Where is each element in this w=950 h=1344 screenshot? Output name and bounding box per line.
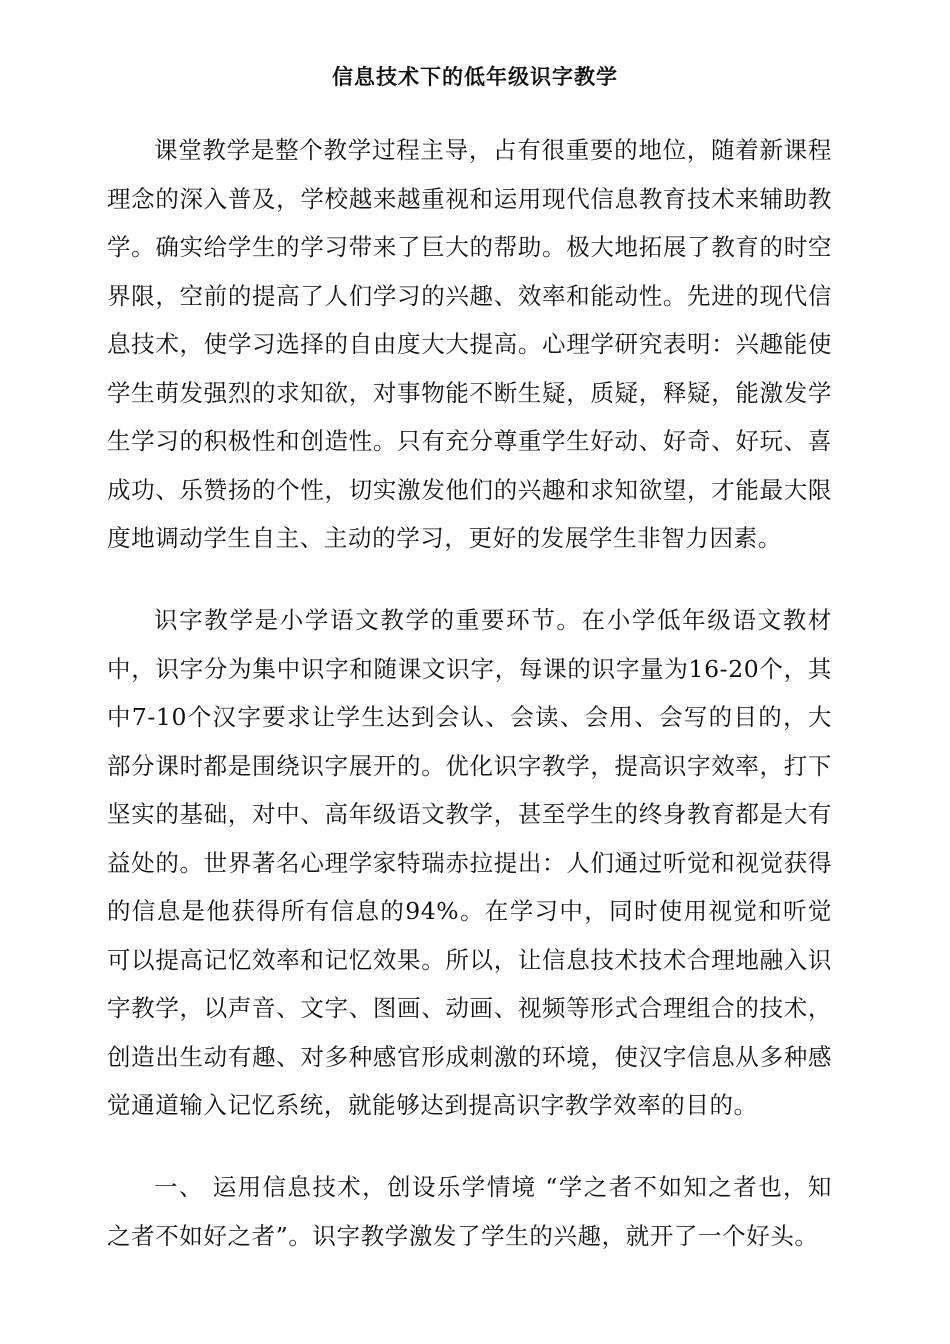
paragraph-literacy-teaching: 识字教学是小学语文教学的重要环节。在小学低年级语文教材中，识字分为集中识字和随课文识字，每课的识字量为16-20个，其中7-10个汉字要求让学生达到会认、会读、会用、会写的目的，大部分课时都是围绕识字展开的。优化识字教学，提高识字效率，打下坚实的基础，对中、高年级语文教学，甚至学生的终身教育都是大有益处的。世界著名心理学家特瑞赤拉提出：人们通过听觉和视觉获得的信息是他获得所有信息的94%。在学习中，同时使用视觉和听觉可以提高记忆效率和记忆效果。所以，让信息技术技术合理地融入识字教学，以声音、文字、图画、动画、视频等形式合理组合的技术，创造出生动有趣、对多种感官形成刺激的环境，使汉字信息从多种感觉通道输入记忆系统，就能够达到提高识字教学效率的目的。	[107, 606, 832, 1119]
document-title: 信息技术下的低年级识字教学	[332, 65, 618, 89]
paragraph-section-one: 一、 运用信息技术，创设乐学情境 “学之者不如知之者也，知之者不如好之者”。识字教学激发了学生的兴趣，就开了一个好头。	[107, 1173, 832, 1250]
paragraph-classroom-teaching: 课堂教学是整个教学过程主导，占有很重要的地位，随着新课程理念的深入普及，学校越来越重视和运用现代信息教育技术来辅助教学。确实给学生的学习带来了巨大的帮助。极大地拓展了教育的时空界限，空前的提高了人们学习的兴趣、效率和能动性。先进的现代信息技术，使学习选择的自由度大大提高。心理学研究表明：兴趣能使学生萌发强烈的求知欲，对事物能不断生疑，质疑，释疑，能激发学生学习的积极性和创造性。只有充分尊重学生好动、好奇、好玩、喜成功、乐赞扬的个性，切实激发他们的兴趣和求知欲望，才能最大限度地调动学生自主、主动的学习，更好的发展学生非智力因素。	[107, 136, 832, 552]
